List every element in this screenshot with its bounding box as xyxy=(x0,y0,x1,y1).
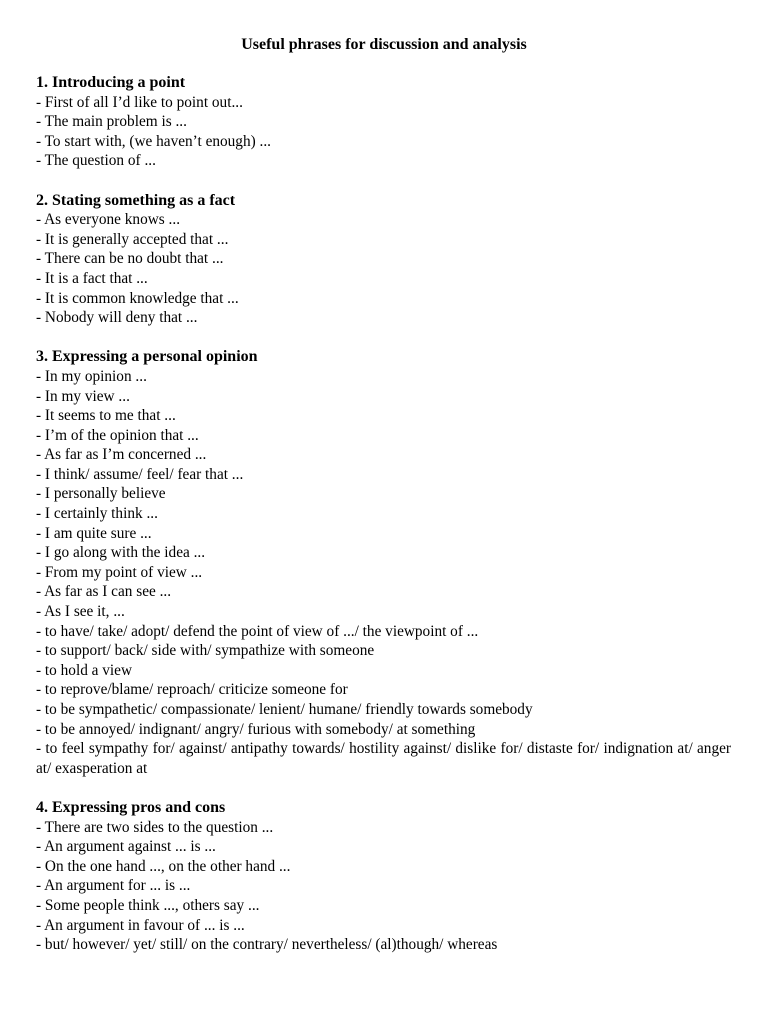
phrase-list xyxy=(36,367,731,778)
phrase-item: - There can be no doubt that ... xyxy=(36,250,224,268)
phrase-item: - but/ however/ yet/ still/ on the contrary/ nevertheless/ (al)though/ whereas xyxy=(36,936,498,954)
section-heading: 4. Expressing pros and cons xyxy=(36,798,226,816)
phrase-item: - Some people think ..., others say ... xyxy=(36,896,260,914)
phrase-item: - It is a fact that ... xyxy=(36,269,148,287)
phrase-item: - There are two sides to the question ... xyxy=(36,818,274,836)
phrase-item: - It seems to me that ... xyxy=(36,407,176,425)
phrase-item: - I am quite sure ... xyxy=(36,524,152,542)
phrase-item: - An argument in favour of ... is ... xyxy=(36,916,245,934)
phrase-item: - to hold a view xyxy=(36,661,133,679)
phrase-list xyxy=(36,818,731,955)
phrase-item: - to have/ take/ adopt/ defend the point of view of .../ the viewpoint of ... xyxy=(36,622,479,640)
phrase-list xyxy=(36,93,731,171)
phrase-item: - To start with, (we haven’t enough) ... xyxy=(36,132,271,150)
phrase-item: - As everyone knows ... xyxy=(36,211,181,229)
phrase-item: - From my point of view ... xyxy=(36,563,203,581)
phrase-item: - to reprove/blame/ reproach/ criticize someone for xyxy=(36,681,348,699)
phrase-item: - I’m of the opinion that ... xyxy=(36,426,199,444)
phrase-item: - As I see it, ... xyxy=(36,603,125,621)
section-heading: 1. Introducing a point xyxy=(36,74,186,91)
phrase-item: - I certainly think ... xyxy=(36,505,158,523)
phrase-item: - In my opinion ... xyxy=(36,367,147,385)
document-title: Useful phrases for discussion and analysis xyxy=(241,36,527,53)
phrase-list xyxy=(36,210,731,328)
section-stating-a-fact xyxy=(36,191,731,328)
document-body xyxy=(36,73,731,974)
phrase-item: - I go along with the idea ... xyxy=(36,544,206,562)
phrase-item: - Nobody will deny that ... xyxy=(36,309,198,327)
phrase-item: - I think/ assume/ feel/ fear that ... xyxy=(36,465,244,483)
section-heading: 2. Stating something as a fact xyxy=(36,191,236,209)
phrase-item: - On the one hand ..., on the other hand ... xyxy=(36,857,291,875)
phrase-item: - The main problem is ... xyxy=(36,113,187,131)
phrase-item: - I personally believe xyxy=(36,485,166,503)
phrase-item: - to support/ back/ side with/ sympathize with someone xyxy=(36,642,375,660)
phrase-item: - The question of ... xyxy=(36,152,156,170)
phrase-item: - First of all I’d like to point out... xyxy=(36,93,243,111)
section-introducing-a-point xyxy=(36,73,731,171)
phrase-item: - An argument against ... is ... xyxy=(36,838,216,856)
section-personal-opinion xyxy=(36,347,731,778)
phrase-item: - An argument for ... is ... xyxy=(36,877,191,895)
phrase-item: - to feel sympathy for/ against/ antipathy towards/ hostility against/ dislike for/ distaste for/ indignation at/ anger at/ exasperation at xyxy=(36,740,731,777)
section-pros-and-cons xyxy=(36,798,731,955)
section-heading: 3. Expressing a personal opinion xyxy=(36,348,258,366)
phrase-item: - to be annoyed/ indignant/ angry/ furious with somebody/ at something xyxy=(36,720,476,738)
phrase-item: - It is generally accepted that ... xyxy=(36,230,229,248)
phrase-item: - As far as I can see ... xyxy=(36,583,172,601)
phrase-item: - As far as I’m concerned ... xyxy=(36,446,207,464)
phrase-item: - It is common knowledge that ... xyxy=(36,289,239,307)
phrase-item: - In my view ... xyxy=(36,387,130,405)
phrase-item: - to be sympathetic/ compassionate/ lenient/ humane/ friendly towards somebody xyxy=(36,701,533,718)
